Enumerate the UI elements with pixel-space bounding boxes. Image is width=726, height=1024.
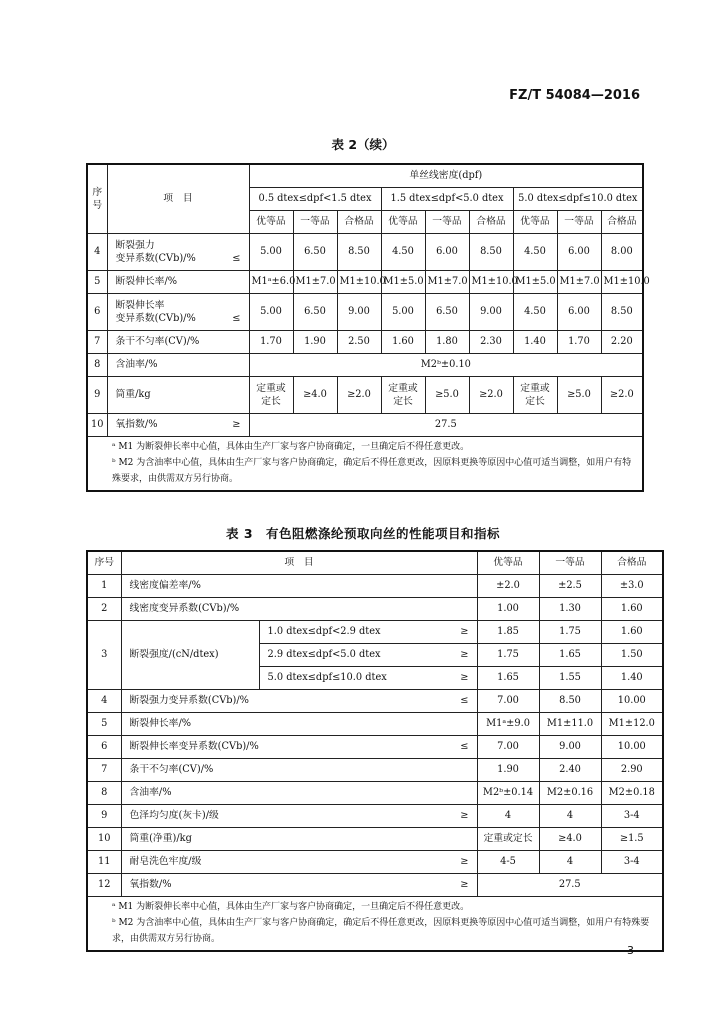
value-cell: M1±10.0: [601, 271, 643, 294]
table-row: [87, 331, 643, 354]
row-number: 4: [87, 690, 121, 713]
value-cell: 4: [539, 851, 601, 874]
item-cell: [107, 331, 249, 354]
table-row: [87, 828, 663, 851]
value-cell: M1±10.0: [337, 271, 381, 294]
value-cell: 9.00: [539, 736, 601, 759]
row-number: 3: [87, 621, 121, 690]
table-row: [87, 377, 643, 414]
item-label: 断裂伸长率 变异系数(CVb)/%: [115, 299, 196, 324]
row-number: 10: [87, 414, 107, 437]
value-cell: M2ᵇ±0.14: [477, 782, 539, 805]
header-item: 项 目: [121, 551, 477, 575]
table-row: [87, 736, 663, 759]
item-cell: [259, 667, 477, 690]
item-label: 条干不匀率(CV)/%: [115, 336, 200, 348]
item-label-wrap: [130, 878, 475, 891]
value-cell: M2±0.18: [601, 782, 663, 805]
table-row: [87, 805, 663, 828]
value-cell: 2.20: [601, 331, 643, 354]
value-cell: 2.90: [601, 759, 663, 782]
header-dpf-range: 0.5 dtex≤dpf<1.5 dtex: [249, 188, 381, 211]
value-cell: 5.00: [381, 294, 425, 331]
value-cell: M1ᵃ±9.0: [477, 713, 539, 736]
item-cell: [121, 736, 477, 759]
item-label-wrap: [130, 602, 475, 615]
value-cell: 2.40: [539, 759, 601, 782]
header-grade: 合格品: [601, 211, 643, 234]
table-row: [87, 690, 663, 713]
item-cell: [259, 621, 477, 644]
item-label: 断裂伸长率/%: [115, 276, 178, 288]
value-cell: ≥2.0: [337, 377, 381, 414]
value-cell: 1.75: [539, 621, 601, 644]
item-label-wrap: [130, 855, 475, 868]
item-label: 断裂强力变异系数(CVb)/%: [129, 695, 249, 707]
item-cell: [121, 828, 477, 851]
header-dpf-range: 1.5 dtex≤dpf<5.0 dtex: [381, 188, 513, 211]
table-notes: [87, 897, 663, 951]
header-grade: 合格品: [337, 211, 381, 234]
table2: [86, 163, 650, 492]
table-row: [87, 759, 663, 782]
item-label-wrap: [116, 275, 247, 288]
row-number: 6: [87, 294, 107, 331]
header-row: [87, 164, 643, 188]
table-row: [87, 851, 663, 874]
value-cell: M1±12.0: [601, 713, 663, 736]
item-cell: [107, 354, 249, 377]
item-cell: [121, 598, 477, 621]
comparison-operator: ≥: [232, 419, 241, 431]
value-cell: 9.00: [337, 294, 381, 331]
item-label-wrap: [116, 388, 247, 401]
item-label-wrap: [116, 239, 247, 265]
value-cell: 1.60: [381, 331, 425, 354]
table-row: [87, 234, 643, 271]
table-row: [87, 713, 663, 736]
item-label-wrap: [116, 418, 247, 431]
item-label: 线密度偏差率/%: [129, 580, 201, 592]
value-cell: 8.50: [469, 234, 513, 271]
table-row: [87, 271, 643, 294]
item-cell: [121, 575, 477, 598]
value-cell: 3-4: [601, 805, 663, 828]
table3: [86, 550, 664, 952]
value-cell: ≥5.0: [557, 377, 601, 414]
header-no: 序号: [87, 551, 121, 575]
row-number: 9: [87, 377, 107, 414]
footnote: ᵃ M1 为断裂伸长率中心值，具体由生产厂家与客户协商确定，一旦确定后不得任意更改。: [112, 442, 470, 452]
table-row: [87, 782, 663, 805]
comparison-operator: ≤: [232, 313, 241, 324]
row-number: 7: [87, 759, 121, 782]
item-label: 5.0 dtex≤dpf≤10.0 dtex: [267, 672, 387, 684]
value-cell: 定重或 定长: [513, 377, 557, 414]
header-item: 项 目: [107, 164, 249, 234]
footnote: ᵇ M2 为含油率中心值，具体由生产厂家与客户协商确定，确定后不得任意更改，因原料更换等原因中心值可适当调整，如用户有特殊要求，由供需双方另行协商。: [112, 918, 650, 945]
item-cell: [107, 271, 249, 294]
standard-code: FZ/T 54084—2016: [509, 88, 640, 103]
value-cell: 8.00: [601, 234, 643, 271]
item-label-wrap: [268, 671, 475, 684]
comparison-operator: ≥: [460, 879, 469, 891]
item-label: 耐皂洗色牢度/级: [129, 856, 202, 868]
item-label: 氧指数/%: [115, 419, 158, 431]
value-cell: 1.55: [539, 667, 601, 690]
row-number: 11: [87, 851, 121, 874]
comparison-operator: ≤: [460, 741, 469, 753]
value-cell: 7.00: [477, 690, 539, 713]
value-cell: ≥2.0: [601, 377, 643, 414]
footnote: ᵇ M2 为含油率中心值，具体由生产厂家与客户协商确定，确定后不得任意更改，因原料更换等原因中心值可适当调整，如用户有特殊要求，由供需双方另行协商。: [112, 458, 632, 485]
item-label-wrap: [130, 717, 475, 730]
value-cell: 4-5: [477, 851, 539, 874]
value-cell: 8.50: [337, 234, 381, 271]
value-cell: 6.50: [293, 294, 337, 331]
item-cell: [107, 377, 249, 414]
value-cell: ±3.0: [601, 575, 663, 598]
notes-row: [87, 437, 643, 491]
header-row: [87, 551, 663, 575]
value-cell: M1±7.0: [425, 271, 469, 294]
value-cell: 3-4: [601, 851, 663, 874]
header-grade: 一等品: [539, 551, 601, 575]
value-cell: M1±5.0: [381, 271, 425, 294]
value-cell: 8.50: [539, 690, 601, 713]
value-cell: 6.50: [293, 234, 337, 271]
item-label: 氧指数/%: [129, 879, 172, 891]
table3-title: 表 3 有色阻燃涤纶预取向丝的性能项目和指标: [225, 526, 501, 541]
value-cell: ≥5.0: [425, 377, 469, 414]
value-cell: ±2.0: [477, 575, 539, 598]
item-label: 条干不匀率(CV)/%: [129, 764, 214, 776]
item-label-wrap: [268, 648, 475, 661]
value-cell: M1±7.0: [293, 271, 337, 294]
table-row: [87, 621, 663, 644]
comparison-operator: ≤: [460, 695, 469, 707]
value-cell: 1.60: [601, 598, 663, 621]
header-dpf-group: 单丝线密度(dpf): [249, 164, 643, 188]
value-cell: 1.90: [293, 331, 337, 354]
comparison-operator: ≥: [460, 649, 469, 661]
item-label-wrap: [130, 763, 475, 776]
item-cell: [121, 874, 477, 897]
item-label: 断裂强力 变异系数(CVb)/%: [115, 239, 196, 264]
item-label: 断裂伸长率变异系数(CVb)/%: [129, 741, 259, 753]
item-cell: [107, 234, 249, 271]
item-label: 线密度变异系数(CVb)/%: [129, 603, 240, 615]
comparison-operator: ≥: [460, 810, 469, 822]
item-cell: [121, 690, 477, 713]
value-cell: 8.50: [601, 294, 643, 331]
row-number: 4: [87, 234, 107, 271]
value-cell: 1.65: [477, 667, 539, 690]
table-row: [87, 874, 663, 897]
value-cell: M1ᵃ±6.0: [249, 271, 293, 294]
value-cell: 4.50: [513, 234, 557, 271]
header-grade: 合格品: [601, 551, 663, 575]
comparison-operator: ≥: [460, 626, 469, 638]
row-number: 8: [87, 354, 107, 377]
value-cell: M1±7.0: [557, 271, 601, 294]
item-cell: [107, 294, 249, 331]
item-cell: [121, 851, 477, 874]
value-cell: 6.00: [425, 234, 469, 271]
row-number: 5: [87, 271, 107, 294]
row-number: 5: [87, 713, 121, 736]
item-label: 2.9 dtex≤dpf<5.0 dtex: [267, 649, 381, 661]
item-label-wrap: [130, 809, 475, 822]
item-cell: [121, 759, 477, 782]
merged-value: M2ᵇ±0.10: [249, 354, 643, 377]
item-label-wrap: [116, 299, 247, 325]
item-label-wrap: [130, 740, 475, 753]
header-grade: 优等品: [381, 211, 425, 234]
item-cell: [121, 713, 477, 736]
comparison-operator: ≥: [460, 672, 469, 684]
value-cell: 2.30: [469, 331, 513, 354]
row-number: 9: [87, 805, 121, 828]
item-label: 筒重(净重)/kg: [129, 833, 192, 845]
value-cell: 4: [477, 805, 539, 828]
value-cell: M1±11.0: [539, 713, 601, 736]
item-label-wrap: [116, 335, 247, 348]
footnote: ᵃ M1 为断裂伸长率中心值，具体由生产厂家与客户协商确定，一旦确定后不得任意更改。: [112, 902, 470, 912]
value-cell: 4.50: [381, 234, 425, 271]
value-cell: ≥2.0: [469, 377, 513, 414]
header-no: 序 号: [87, 164, 107, 234]
header-dpf-range: 5.0 dtex≤dpf≤10.0 dtex: [513, 188, 643, 211]
item-label-wrap: [130, 579, 475, 592]
item-label: 筒重/kg: [115, 389, 151, 401]
header-grade: 一等品: [293, 211, 337, 234]
row-number: 12: [87, 874, 121, 897]
notes-row: [87, 897, 663, 951]
table2-title: 表 2（续）: [331, 137, 395, 152]
comparison-operator: ≤: [232, 253, 241, 264]
value-cell: 9.00: [469, 294, 513, 331]
row-number: 10: [87, 828, 121, 851]
row-number: 7: [87, 331, 107, 354]
value-cell: M1±5.0: [513, 271, 557, 294]
value-cell: ≥4.0: [539, 828, 601, 851]
value-cell: 1.70: [557, 331, 601, 354]
value-cell: M1±10.0: [469, 271, 513, 294]
item-label-wrap: [130, 694, 475, 707]
value-cell: 5.00: [249, 294, 293, 331]
row-number: 8: [87, 782, 121, 805]
row-number: 1: [87, 575, 121, 598]
value-cell: 1.50: [601, 644, 663, 667]
table-row: [87, 575, 663, 598]
item-label-wrap: [116, 358, 247, 371]
row-number: 2: [87, 598, 121, 621]
header-grade: 优等品: [249, 211, 293, 234]
header-grade: 一等品: [557, 211, 601, 234]
comparison-operator: ≥: [460, 856, 469, 868]
value-cell: 4.50: [513, 294, 557, 331]
header-grade: 优等品: [513, 211, 557, 234]
row-number: 6: [87, 736, 121, 759]
value-cell: 1.85: [477, 621, 539, 644]
item-label: 含油率/%: [129, 787, 172, 799]
value-cell: 10.00: [601, 690, 663, 713]
merged-value: 27.5: [249, 414, 643, 437]
header-grade: 优等品: [477, 551, 539, 575]
header-grade: 一等品: [425, 211, 469, 234]
value-cell: 1.60: [601, 621, 663, 644]
value-cell: 1.90: [477, 759, 539, 782]
value-cell: 1.65: [539, 644, 601, 667]
value-cell: 定重或定长: [477, 828, 539, 851]
merged-value: 27.5: [477, 874, 663, 897]
value-cell: 1.70: [249, 331, 293, 354]
value-cell: 6.50: [425, 294, 469, 331]
value-cell: 1.40: [601, 667, 663, 690]
item-label: 断裂伸长率/%: [129, 718, 192, 730]
value-cell: 4: [539, 805, 601, 828]
item-label-wrap: [130, 786, 475, 799]
table-notes: [87, 437, 643, 491]
value-cell: 10.00: [601, 736, 663, 759]
item-label: 1.0 dtex≤dpf<2.9 dtex: [267, 626, 381, 638]
value-cell: ≥1.5: [601, 828, 663, 851]
value-cell: 5.00: [249, 234, 293, 271]
item-cell: [259, 644, 477, 667]
value-cell: 2.50: [337, 331, 381, 354]
value-cell: 1.80: [425, 331, 469, 354]
value-cell: M2±0.16: [539, 782, 601, 805]
table-row: [87, 294, 643, 331]
header-grade: 合格品: [469, 211, 513, 234]
value-cell: 1.30: [539, 598, 601, 621]
value-cell: 7.00: [477, 736, 539, 759]
item-label-wrap: [130, 832, 475, 845]
value-cell: 1.75: [477, 644, 539, 667]
value-cell: 6.00: [557, 294, 601, 331]
table-row: [87, 598, 663, 621]
value-cell: 定重或 定长: [249, 377, 293, 414]
value-cell: 1.40: [513, 331, 557, 354]
item-cell: [121, 805, 477, 828]
value-cell: 6.00: [557, 234, 601, 271]
item-cell: [107, 414, 249, 437]
table-row: [87, 414, 643, 437]
page-number: 3: [627, 944, 634, 957]
item-label: 含油率/%: [115, 359, 158, 371]
item-label-wrap: [268, 625, 475, 638]
value-cell: 1.00: [477, 598, 539, 621]
value-cell: ≥4.0: [293, 377, 337, 414]
value-cell: ±2.5: [539, 575, 601, 598]
item-cell: 断裂强度/(cN/dtex): [121, 621, 259, 690]
table-row: [87, 354, 643, 377]
value-cell: 定重或 定长: [381, 377, 425, 414]
item-cell: [121, 782, 477, 805]
item-label: 色泽均匀度(灰卡)/级: [129, 810, 219, 822]
